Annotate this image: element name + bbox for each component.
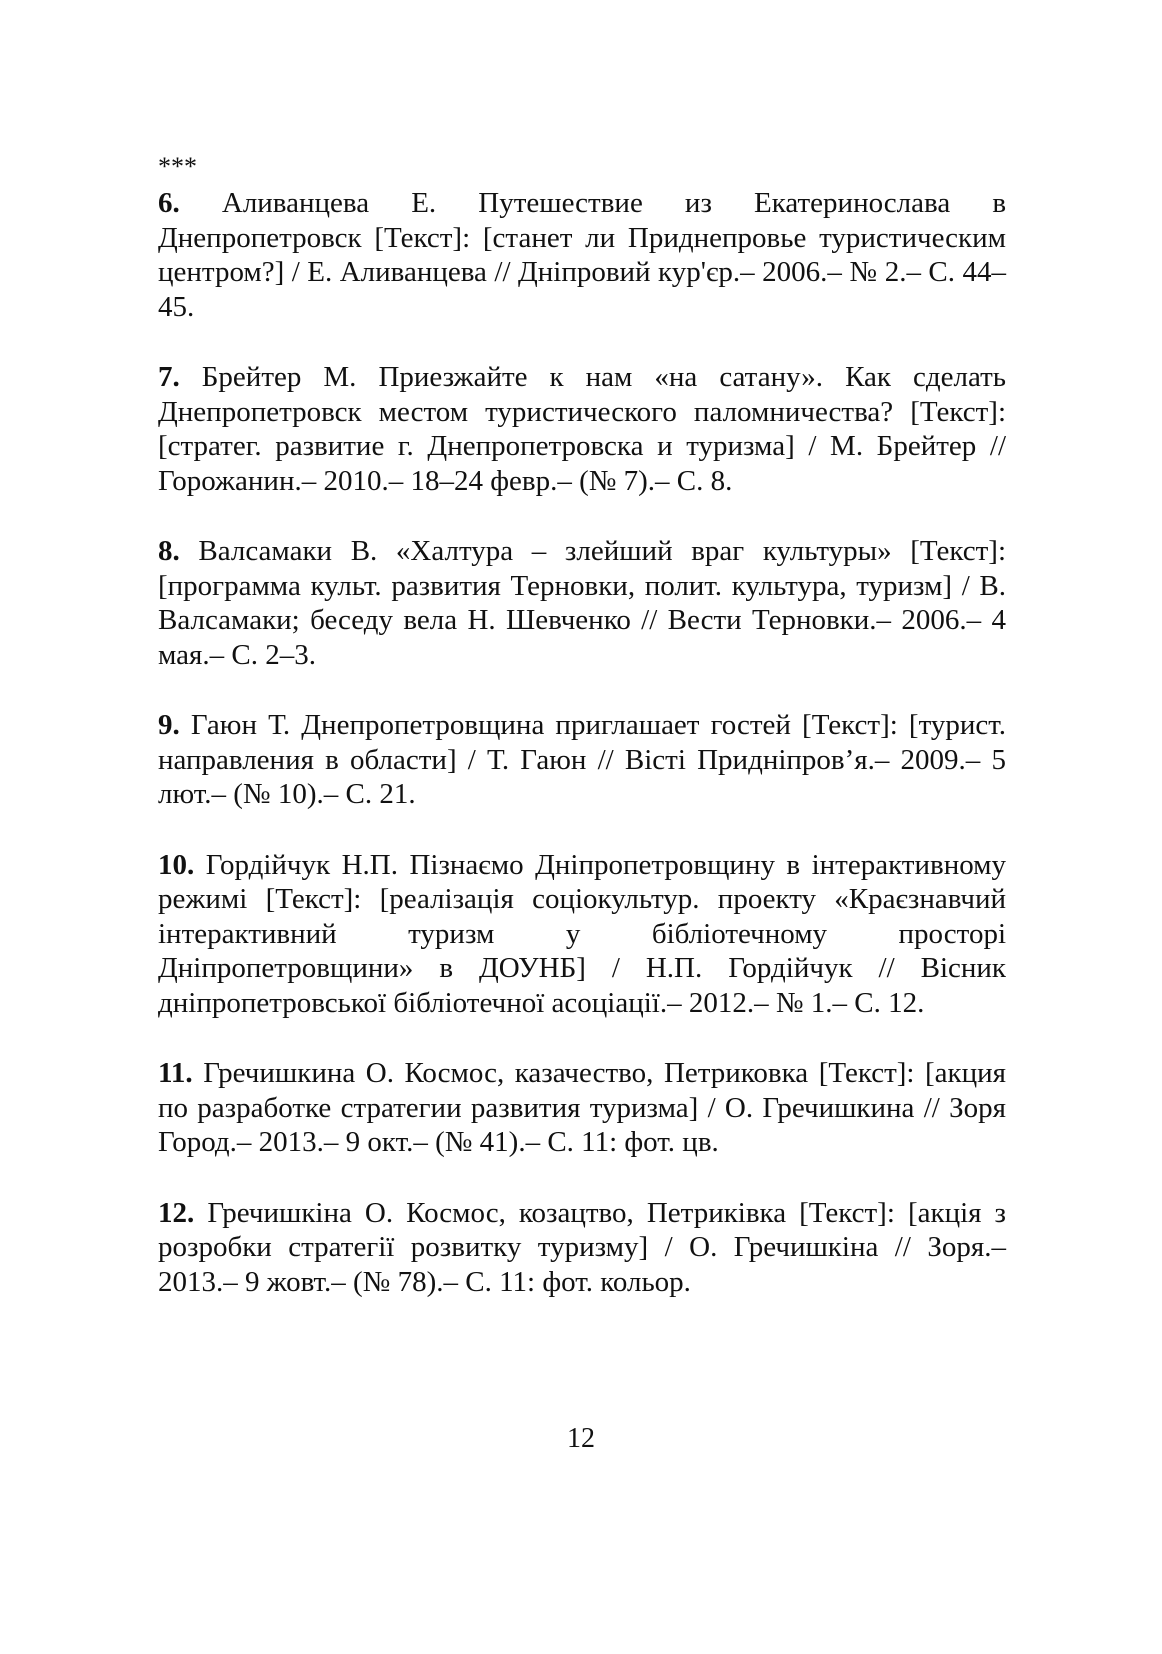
bibliography-entry: [158, 1196, 1006, 1300]
entry-number: 8.: [158, 535, 180, 567]
entry-text: Гречишкіна О. Космос, козацтво, Петриківка [Текст]: [акція з розробки стратегії розвитку туризму] / О. Гречишкіна // Зоря.– 2013.– 9 жовт.– (№ 78).– С. 11: фот. кольор.: [158, 1196, 1006, 1298]
entry-text: Аливанцева Е. Путешествие из Екатеринослава в Днепропетровск [Текст]: [станет ли Приднепровье туристическим центром?] / Е. Аливанцева // Дніпровий кур'єр.– 2006.– № 2.– С. 44–45.: [158, 187, 1007, 323]
document-page: [158, 150, 1006, 1335]
bibliography-entry: [158, 186, 1006, 324]
entry-text: Брейтер М. Приезжайте к нам «на сатану». Как сделать Днепропетровск местом туристического паломничества? [Текст]: [стратег. развитие г. Днепропетровска и туризма] / М. Брейтер // Горожанин.– 2010.– 18–24 февр.– (№ 7).– С. 8.: [158, 361, 1007, 497]
entry-text: Гаюн Т. Днепропетровщина приглашает гостей [Текст]: [турист. направления в области] / Т. Гаюн // Вісті Придніпров’я.– 2009.– 5 лют.– (№ 10).– С. 21.: [158, 709, 1007, 810]
section-separator: ***: [158, 152, 197, 181]
entry-text: Гречишкина О. Космос, казачество, Петриковка [Текст]: [акция по разработке стратегии развития туризма] / О. Гречишкина // Зоря Город.– 2013.– 9 окт.– (№ 41).– С. 11: фот. цв.: [158, 1057, 1006, 1158]
bibliography-entry: [158, 360, 1006, 498]
entry-number: 7.: [158, 361, 180, 393]
entry-number: 12.: [158, 1196, 195, 1229]
bibliography-entry: [158, 534, 1006, 672]
entry-text: Валсамаки В. «Халтура – злейший враг культуры» [Текст]: [программа культ. развития Терновки, полит. культура, туризм] / В. Валсамаки; беседу вела Н. Шевченко // Вести Терновки.– 2006.– 4 мая.– С. 2–3.: [158, 535, 1007, 671]
page-number: 12: [567, 1423, 595, 1454]
entry-number: 10.: [158, 848, 195, 881]
bibliography-entry: [158, 1056, 1006, 1160]
entry-number: 6.: [158, 187, 180, 219]
bibliography-entry: [158, 848, 1006, 1021]
bibliography-entry: [158, 708, 1006, 812]
entry-number: 11.: [158, 1057, 193, 1089]
entry-text: Гордійчук Н.П. Пізнаємо Дніпропетровщину в інтерактивному режимі [Текст]: [реалізація соціокультур. проекту «Краєзнавчий інтерактивний туризм у бібліотечному просторі Дніпропетровщини» в ДОУНБ] / Н.П. Гордійчук // Вісник дніпропетровської бібліотечної асоціації.– 2012.– № 1.– С. 12.: [158, 848, 1007, 1019]
entry-number: 9.: [158, 709, 180, 741]
